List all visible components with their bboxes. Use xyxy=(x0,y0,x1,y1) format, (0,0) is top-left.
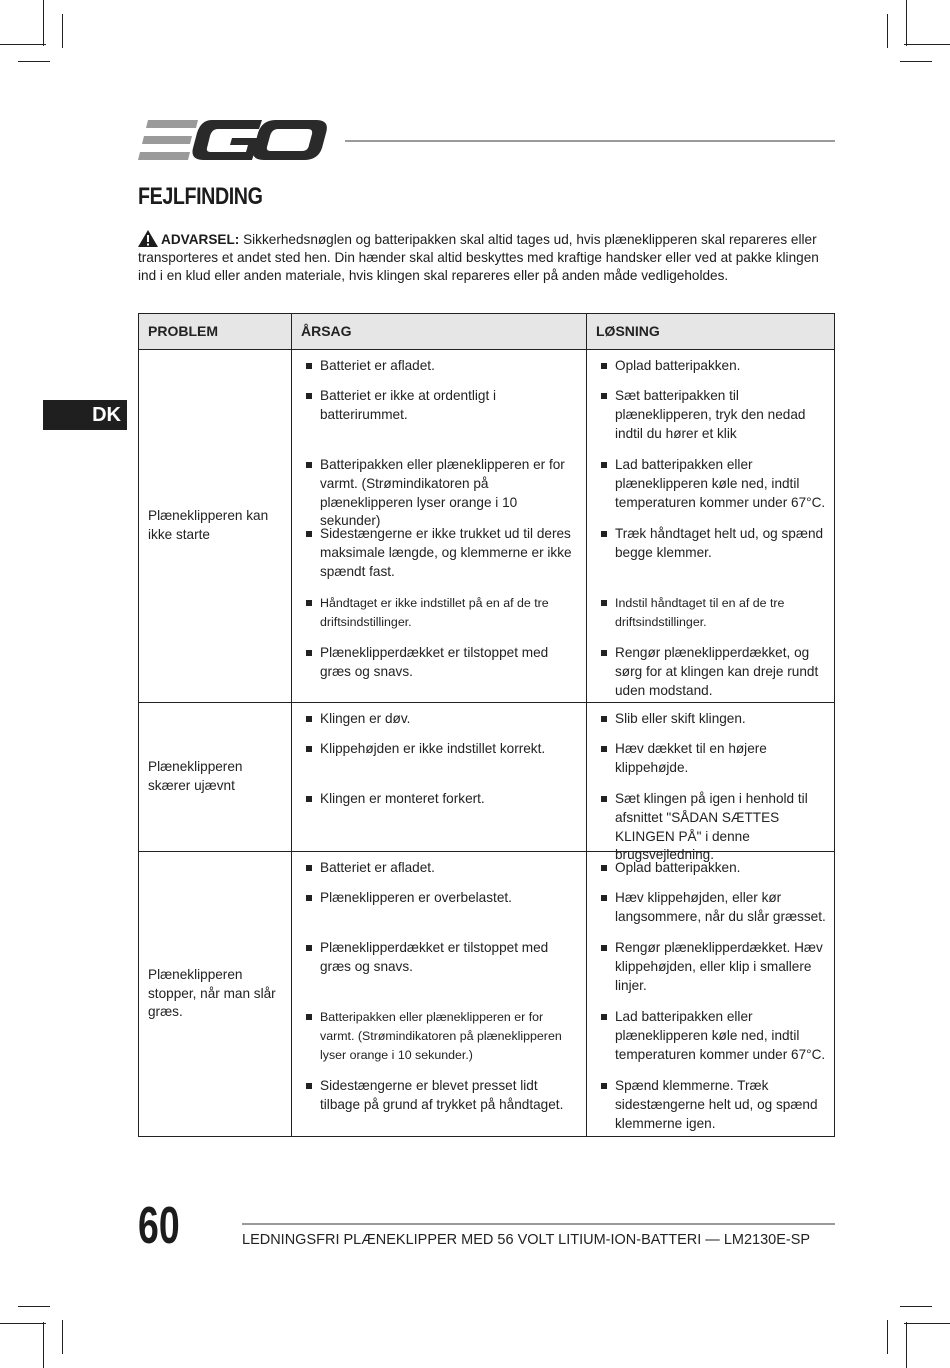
problem-cell: Plæneklipperen stopper, når man slår græs. xyxy=(139,852,292,1137)
solution-item: Oplad batteripakken. xyxy=(599,357,828,387)
cause-cell xyxy=(292,350,587,703)
warning-label: ADVARSEL: xyxy=(161,232,240,247)
cause-item: Klingen er døv. xyxy=(304,710,580,740)
solution-item: Sæt klingen på igen i henhold til afsnittet "SÅDAN SÆTTES KLINGEN PÅ" i denne brugsvejledning. xyxy=(599,790,828,850)
crop-mark xyxy=(900,61,932,62)
crop-mark xyxy=(0,1323,46,1324)
crop-mark xyxy=(904,1323,950,1324)
solution-cell xyxy=(587,703,835,863)
crop-mark xyxy=(904,44,950,45)
solution-item: Sæt batteripakken til plæneklipperen, tryk den nedad indtil du hører et klik xyxy=(599,387,828,456)
crop-mark xyxy=(900,1306,932,1307)
language-tab: DK xyxy=(43,400,127,430)
crop-mark xyxy=(887,1320,888,1354)
cause-item: Plæneklipperen er overbelastet. xyxy=(304,889,580,939)
warning-notice xyxy=(138,230,832,285)
problem-cell: Plæneklipperen skærer ujævnt xyxy=(139,703,292,852)
solution-item: Rengør plæneklipperdækket, og sørg for at klingen kan dreje rundt uden modstand. xyxy=(599,644,828,694)
warning-text: Sikkerhedsnøglen og batteripakken skal altid tages ud, hvis plæneklipperen skal repareres eller transporteres et andet sted hen. Din hænder skal altid beskyttes med kraftige handsker eller ved at pakke klingen ind i en klud eller anden materiale, hvis klingen skal repareres eller på anden måde vedligeholdes. xyxy=(138,232,819,283)
crop-mark xyxy=(18,61,50,62)
footer-product-title: LEDNINGSFRI PLÆNEKLIPPER MED 56 VOLT LITIUM-ION-BATTERI — LM2130E-SP xyxy=(242,1232,811,1248)
cause-item: Plæneklipperdækket er tilstoppet med græs og snavs. xyxy=(304,939,580,1008)
crop-mark xyxy=(906,0,907,46)
crop-mark xyxy=(887,14,888,48)
cause-cell xyxy=(292,852,587,1137)
crop-mark xyxy=(62,14,63,48)
page-title: FEJLFINDING xyxy=(138,183,263,210)
crop-mark xyxy=(0,44,46,45)
table-row xyxy=(139,350,835,703)
crop-mark xyxy=(43,0,44,46)
cause-item: Sidestængerne er blevet presset lidt tilbage på grund af trykket på håndtaget. xyxy=(304,1077,580,1132)
troubleshooting-table xyxy=(138,313,835,1137)
problem-cell: Plæneklipperen kan ikke starte xyxy=(139,350,292,703)
page-number: 60 xyxy=(138,1197,180,1255)
solution-item: Rengør plæneklipperdækket. Hæv klippehøjden, eller klip i smallere linjer. xyxy=(599,939,828,1008)
solution-item: Hæv klippehøjden, eller kør langsommere, når du slår græsset. xyxy=(599,889,828,939)
solution-cell xyxy=(587,852,835,1137)
solution-item: Lad batteripakken eller plæneklipperen køle ned, indtil temperaturen kommer under 67°C. xyxy=(599,1008,828,1077)
cause-cell xyxy=(292,703,587,852)
cause-item: Batteriet er afladet. xyxy=(304,859,580,889)
cause-item: Batteripakken eller plæneklipperen er for varmt. (Strømindikatoren på plæneklipperen lyser orange i 10 sekunder.) xyxy=(304,1008,580,1077)
header-problem: PROBLEM xyxy=(139,314,292,350)
footer-rule xyxy=(242,1223,835,1225)
solution-cell xyxy=(587,350,835,703)
cause-item: Batteripakken eller plæneklipperen er for varmt. (Strømindikatoren på plæneklipperen lyser orange i 10 sekunder) xyxy=(304,456,580,525)
crop-mark xyxy=(906,1322,907,1368)
solution-item: Slib eller skift klingen. xyxy=(599,710,828,740)
cause-item: Batteriet er ikke at ordentligt i batterirummet. xyxy=(304,387,580,456)
table-row xyxy=(139,852,835,1137)
solution-item: Indstil håndtaget til en af de tre driftsindstillinger. xyxy=(599,594,828,644)
solution-item: Spænd klemmerne. Træk sidestængerne helt ud, og spænd klemmerne igen. xyxy=(599,1077,828,1132)
cause-item: Batteriet er afladet. xyxy=(304,357,580,387)
solution-item: Træk håndtaget helt ud, og spænd begge klemmer. xyxy=(599,525,828,594)
cause-item: Klingen er monteret forkert. xyxy=(304,790,580,850)
solution-item: Hæv dækket til en højere klippehøjde. xyxy=(599,740,828,790)
cause-item: Plæneklipperdækket er tilstoppet med græs og snavs. xyxy=(304,644,580,694)
solution-item: Lad batteripakken eller plæneklipperen køle ned, indtil temperaturen kommer under 67°C. xyxy=(599,456,828,525)
cause-item: Håndtaget er ikke indstillet på en af de tre driftsindstillinger. xyxy=(304,594,580,644)
crop-mark xyxy=(18,1306,50,1307)
cause-item: Klippehøjden er ikke indstillet korrekt. xyxy=(304,740,580,790)
table-row xyxy=(139,703,835,852)
header-rule xyxy=(345,140,835,142)
table-header-row xyxy=(139,314,835,350)
warning-icon xyxy=(138,230,158,247)
header-solution: LØSNING xyxy=(587,314,835,350)
cause-item: Sidestængerne er ikke trukket ud til deres maksimale længde, og klemmerne er ikke spændt fast. xyxy=(304,525,580,594)
ego-logo xyxy=(138,118,328,162)
crop-mark xyxy=(43,1322,44,1368)
header-cause: ÅRSAG xyxy=(292,314,587,350)
solution-item: Oplad batteripakken. xyxy=(599,859,828,889)
crop-mark xyxy=(62,1320,63,1354)
